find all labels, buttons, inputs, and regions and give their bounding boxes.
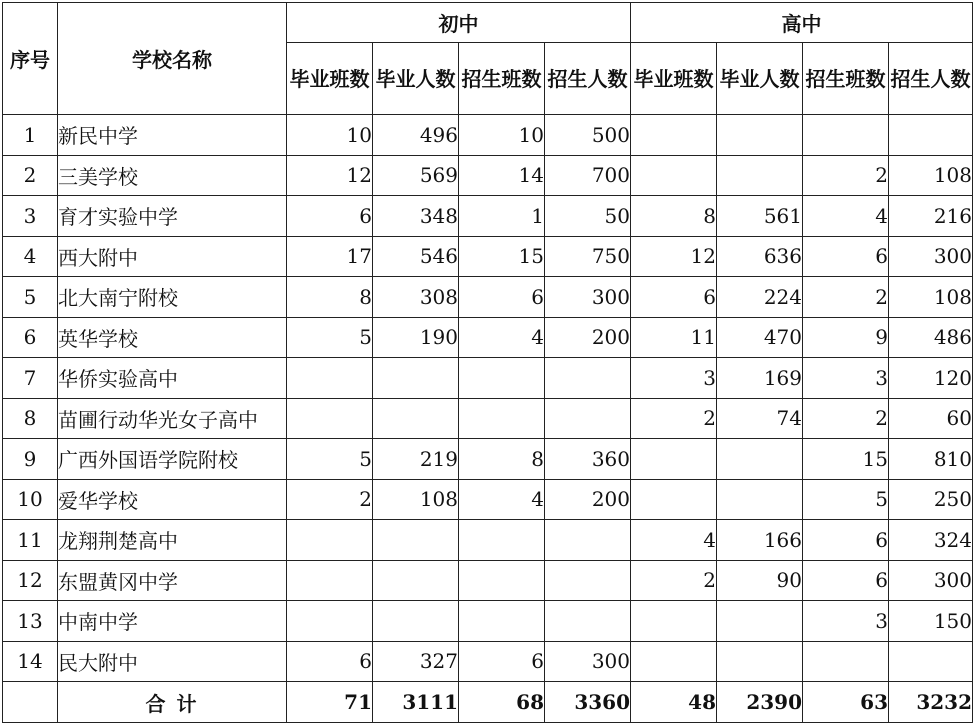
table-cell: 9: [803, 317, 889, 358]
table-cell: 300: [889, 560, 973, 601]
table-cell: 169: [717, 358, 803, 399]
table-cell: 1: [459, 196, 545, 237]
total-cell: 68: [459, 682, 545, 723]
row-index: 6: [3, 317, 58, 358]
table-cell: 74: [717, 398, 803, 439]
table-cell: [545, 601, 631, 642]
table-cell: [717, 601, 803, 642]
table-cell: 2: [803, 155, 889, 196]
table-cell: 14: [459, 155, 545, 196]
header-junior-grad-classes: 毕业班数: [287, 43, 373, 115]
table-cell: 2: [631, 398, 717, 439]
table-cell: 216: [889, 196, 973, 237]
table-cell: 308: [373, 277, 459, 318]
header-senior-enroll-classes: 招生班数: [803, 43, 889, 115]
table-cell: 6: [803, 560, 889, 601]
table-cell: 4: [631, 520, 717, 561]
row-index: 12: [3, 560, 58, 601]
school-name: 龙翔荆楚高中: [58, 520, 287, 561]
table-cell: 470: [717, 317, 803, 358]
school-name: 英华学校: [58, 317, 287, 358]
row-index: 1: [3, 115, 58, 156]
header-index: 序号: [3, 3, 58, 115]
table-cell: 15: [803, 439, 889, 480]
row-index: 5: [3, 277, 58, 318]
table-cell: 250: [889, 479, 973, 520]
table-cell: 300: [545, 641, 631, 682]
table-cell: 750: [545, 236, 631, 277]
table-cell: 12: [631, 236, 717, 277]
table-cell: 496: [373, 115, 459, 156]
table-cell: [373, 601, 459, 642]
table-cell: [717, 115, 803, 156]
table-cell: 90: [717, 560, 803, 601]
school-name: 北大南宁附校: [58, 277, 287, 318]
table-cell: [631, 439, 717, 480]
school-name: 东盟黄冈中学: [58, 560, 287, 601]
table-cell: 3: [803, 601, 889, 642]
table-cell: [803, 115, 889, 156]
table-cell: 5: [803, 479, 889, 520]
table-cell: 6: [287, 196, 373, 237]
table-cell: [717, 641, 803, 682]
table-cell: [373, 398, 459, 439]
school-name: 爱华学校: [58, 479, 287, 520]
table-cell: 12: [287, 155, 373, 196]
school-name: 新民中学: [58, 115, 287, 156]
total-cell: 2390: [717, 682, 803, 723]
table-cell: [287, 560, 373, 601]
table-cell: 108: [373, 479, 459, 520]
table-cell: 810: [889, 439, 973, 480]
table-cell: 546: [373, 236, 459, 277]
row-index: 9: [3, 439, 58, 480]
table-row: [3, 520, 973, 561]
table-cell: 166: [717, 520, 803, 561]
table-cell: 10: [459, 115, 545, 156]
table-cell: 636: [717, 236, 803, 277]
table-cell: 700: [545, 155, 631, 196]
table-cell: 11: [631, 317, 717, 358]
school-name: 苗圃行动华光女子高中: [58, 398, 287, 439]
table-cell: [459, 520, 545, 561]
row-index: 8: [3, 398, 58, 439]
table-cell: 6: [803, 236, 889, 277]
table-cell: 2: [803, 398, 889, 439]
table-cell: [459, 358, 545, 399]
table-cell: [717, 479, 803, 520]
table-cell: 2: [287, 479, 373, 520]
table-cell: 200: [545, 479, 631, 520]
header-senior-enroll-students: 招生人数: [889, 43, 973, 115]
table-row: [3, 155, 973, 196]
table-row: [3, 641, 973, 682]
table-cell: [459, 398, 545, 439]
table-cell: 6: [803, 520, 889, 561]
table-cell: 486: [889, 317, 973, 358]
table-cell: 108: [889, 155, 973, 196]
table-cell: [717, 155, 803, 196]
header-junior-grad-students: 毕业人数: [373, 43, 459, 115]
header-senior-grad-classes: 毕业班数: [631, 43, 717, 115]
table-cell: [459, 560, 545, 601]
table-cell: 569: [373, 155, 459, 196]
table-row: [3, 398, 973, 439]
row-index: 14: [3, 641, 58, 682]
table-cell: 5: [287, 439, 373, 480]
enrollment-table: [2, 2, 973, 723]
table-cell: 60: [889, 398, 973, 439]
table-cell: [373, 358, 459, 399]
table-cell: [631, 115, 717, 156]
table-cell: 3: [631, 358, 717, 399]
table-row: [3, 479, 973, 520]
total-cell: 71: [287, 682, 373, 723]
table-cell: [373, 560, 459, 601]
table-cell: [631, 641, 717, 682]
total-cell: 3111: [373, 682, 459, 723]
table-cell: [287, 358, 373, 399]
total-cell: 3232: [889, 682, 973, 723]
table-row: [3, 358, 973, 399]
table-cell: [631, 479, 717, 520]
table-row: [3, 115, 973, 156]
header-senior-group: 高中: [631, 3, 973, 43]
table-cell: 561: [717, 196, 803, 237]
table-cell: 17: [287, 236, 373, 277]
table-row: [3, 601, 973, 642]
school-name: 华侨实验高中: [58, 358, 287, 399]
table-row: [3, 277, 973, 318]
total-cell: 48: [631, 682, 717, 723]
total-row: [3, 682, 973, 723]
table-cell: 300: [889, 236, 973, 277]
table-cell: 4: [803, 196, 889, 237]
row-index: 7: [3, 358, 58, 399]
table-row: [3, 196, 973, 237]
table-cell: 224: [717, 277, 803, 318]
row-index: 13: [3, 601, 58, 642]
table-cell: [545, 520, 631, 561]
table-cell: 4: [459, 317, 545, 358]
school-name: 育才实验中学: [58, 196, 287, 237]
table-cell: 200: [545, 317, 631, 358]
table-cell: [803, 641, 889, 682]
row-index: 4: [3, 236, 58, 277]
table-cell: 3: [803, 358, 889, 399]
row-index: 10: [3, 479, 58, 520]
table-cell: 327: [373, 641, 459, 682]
row-index: 11: [3, 520, 58, 561]
header-senior-grad-students: 毕业人数: [717, 43, 803, 115]
total-cell: 3360: [545, 682, 631, 723]
school-name: 广西外国语学院附校: [58, 439, 287, 480]
table-cell: 324: [889, 520, 973, 561]
school-name: 西大附中: [58, 236, 287, 277]
header-junior-enroll-classes: 招生班数: [459, 43, 545, 115]
table-cell: 120: [889, 358, 973, 399]
table-cell: [545, 560, 631, 601]
table-cell: 108: [889, 277, 973, 318]
table-cell: 360: [545, 439, 631, 480]
total-index-cell: [3, 682, 58, 723]
school-name: 三美学校: [58, 155, 287, 196]
header-row-groups: [3, 3, 973, 43]
table-cell: [287, 520, 373, 561]
table-cell: 6: [459, 277, 545, 318]
table-cell: 150: [889, 601, 973, 642]
table-cell: [889, 641, 973, 682]
school-name: 民大附中: [58, 641, 287, 682]
header-school-name: 学校名称: [58, 3, 287, 115]
table-cell: 500: [545, 115, 631, 156]
total-label: 合 计: [58, 682, 287, 723]
table-cell: 4: [459, 479, 545, 520]
table-row: [3, 236, 973, 277]
table-cell: 6: [631, 277, 717, 318]
table-cell: [545, 398, 631, 439]
table-cell: [373, 520, 459, 561]
table-cell: 10: [287, 115, 373, 156]
table-cell: 5: [287, 317, 373, 358]
table-cell: 15: [459, 236, 545, 277]
table-cell: 219: [373, 439, 459, 480]
row-index: 2: [3, 155, 58, 196]
table-cell: 190: [373, 317, 459, 358]
table-cell: 2: [631, 560, 717, 601]
table-cell: 348: [373, 196, 459, 237]
header-junior-group: 初中: [287, 3, 631, 43]
table-row: [3, 317, 973, 358]
header-junior-enroll-students: 招生人数: [545, 43, 631, 115]
table-cell: [545, 358, 631, 399]
table-cell: 50: [545, 196, 631, 237]
table-cell: [459, 601, 545, 642]
table-row: [3, 560, 973, 601]
table-cell: 8: [459, 439, 545, 480]
table-cell: 6: [459, 641, 545, 682]
table-cell: [287, 398, 373, 439]
table-cell: 2: [803, 277, 889, 318]
row-index: 3: [3, 196, 58, 237]
table-cell: 8: [631, 196, 717, 237]
table-cell: [631, 155, 717, 196]
table-row: [3, 439, 973, 480]
table-cell: [889, 115, 973, 156]
table-cell: 8: [287, 277, 373, 318]
table-cell: [287, 601, 373, 642]
table-cell: [717, 439, 803, 480]
table-cell: 300: [545, 277, 631, 318]
table-cell: [631, 601, 717, 642]
school-name: 中南中学: [58, 601, 287, 642]
total-cell: 63: [803, 682, 889, 723]
table-cell: 6: [287, 641, 373, 682]
